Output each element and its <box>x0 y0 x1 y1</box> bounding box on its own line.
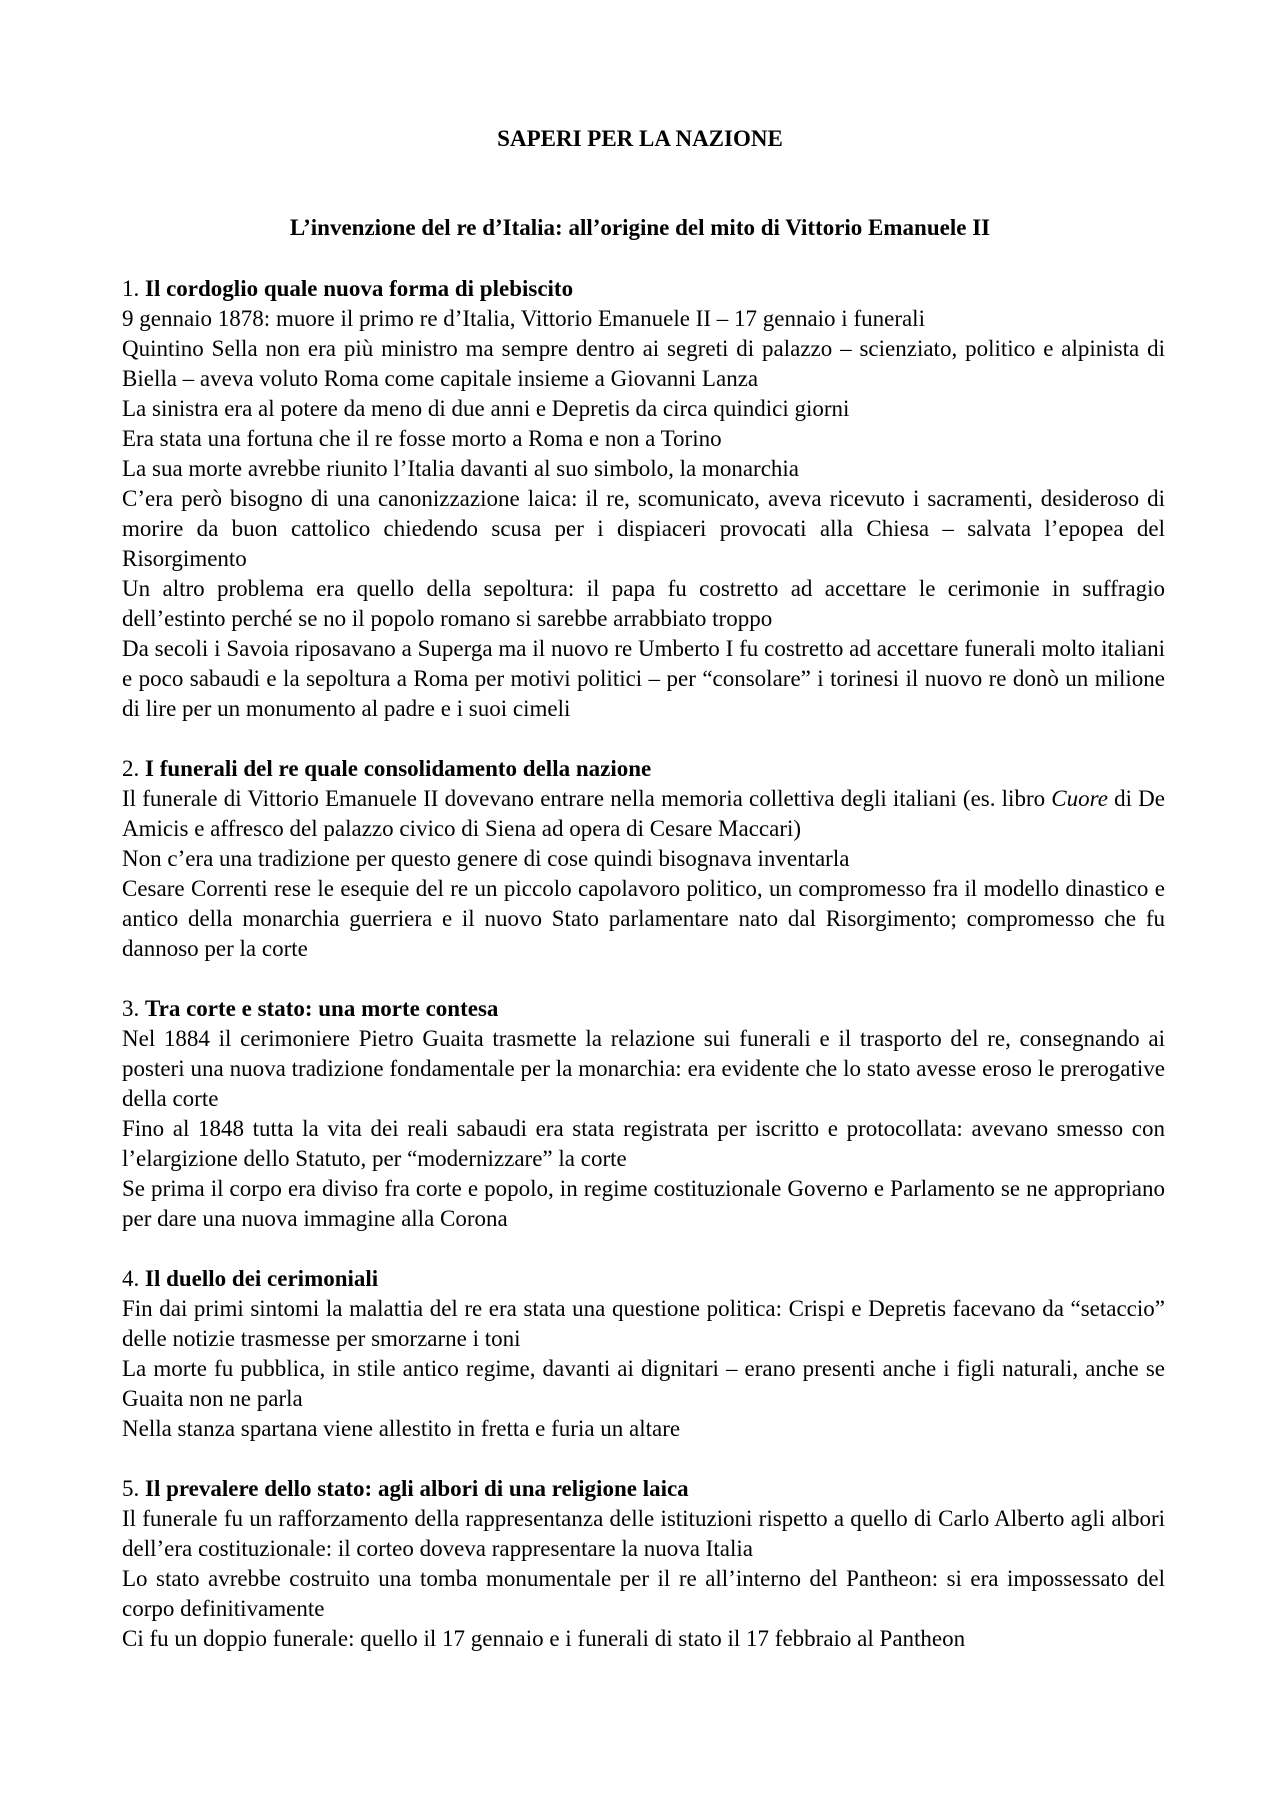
paragraph: Ci fu un doppio funerale: quello il 17 gennaio e i funerali di stato il 17 febbraio al Pantheon <box>122 1626 966 1651</box>
section-2 <box>122 754 1165 964</box>
paragraph: La sinistra era al potere da meno di due anni e Depretis da circa quindici giorni <box>122 396 850 421</box>
paragraph: Fin dai primi sintomi la malattia del re era stata una questione politica: Crispi e Depretis facevano da “setaccio” delle notizie trasmesse per smorzarne i toni <box>122 1296 1165 1351</box>
section-title: I funerali del re quale consolidamento della nazione <box>145 756 652 781</box>
paragraph: Fino al 1848 tutta la vita dei reali sabaudi era stata registrata per iscritto e protocollata: avevano smesso con l’elargizione dello Statuto, per “modernizzare” la corte <box>122 1116 1165 1171</box>
paragraph: Nella stanza spartana viene allestito in fretta e furia un altare <box>122 1416 681 1441</box>
section-number: 1. <box>122 276 140 301</box>
section-number: 4. <box>122 1266 140 1291</box>
document-subtitle: L’invenzione del re d’Italia: all’origine del mito di Vittorio Emanuele II <box>289 215 991 240</box>
section-heading <box>122 1264 1165 1294</box>
paragraph: Quintino Sella non era più ministro ma sempre dentro ai segreti di palazzo – scienziato, politico e alpinista di Biella – aveva voluto Roma come capitale insieme a Giovanni Lanza <box>122 336 1165 391</box>
section-5 <box>122 1474 1165 1654</box>
paragraph: La sua morte avrebbe riunito l’Italia davanti al suo simbolo, la monarchia <box>122 456 800 481</box>
document-body <box>122 274 1165 1684</box>
section-title: Il duello dei cerimoniali <box>145 1266 379 1291</box>
section-title: Il prevalere dello stato: agli albori di una religione laica <box>145 1476 689 1501</box>
section-heading <box>122 1474 1165 1504</box>
paragraph: Nel 1884 il cerimoniere Pietro Guaita trasmette la relazione sui funerali e il trasporto del re, consegnando ai posteri una nuova tradizione fondamentale per la monarchia: era evidente che lo stato avesse eroso le prerogative della corte <box>122 1026 1165 1111</box>
paragraph: Un altro problema era quello della sepoltura: il papa fu costretto ad accettare le cerimonie in suffragio dell’estinto perché se no il popolo romano si sarebbe arrabbiato troppo <box>122 576 1165 631</box>
section-heading <box>122 994 1165 1024</box>
paragraph: Il funerale fu un rafforzamento della rappresentanza delle istituzioni rispetto a quello di Carlo Alberto agli albori dell’era costituzionale: il corteo doveva rappresentare la nuova Italia <box>122 1506 1165 1561</box>
section-heading <box>122 274 1165 304</box>
paragraph: Non c’era una tradizione per questo genere di cose quindi bisognava inventarla <box>122 846 850 871</box>
section-3 <box>122 994 1165 1234</box>
paragraph <box>122 784 1165 844</box>
paragraph: 9 gennaio 1878: muore il primo re d’Italia, Vittorio Emanuele II – 17 gennaio i funerali <box>122 306 925 331</box>
section-number: 3. <box>122 996 140 1021</box>
section-number: 5. <box>122 1476 140 1501</box>
section-4 <box>122 1264 1165 1444</box>
paragraph-text: di De Amicis e affresco del palazzo civico di Siena ad opera di Cesare Maccari) <box>122 786 1165 841</box>
section-1 <box>122 274 1165 724</box>
section-heading <box>122 754 1165 784</box>
section-title: Il cordoglio quale nuova forma di plebiscito <box>145 276 574 301</box>
paragraph-text: Il funerale di Vittorio Emanuele II dovevano entrare nella memoria collettiva degli italiani (es. libro <box>122 786 1052 811</box>
paragraph: Da secoli i Savoia riposavano a Superga ma il nuovo re Umberto I fu costretto ad accettare funerali molto italiani e poco sabaudi e la sepoltura a Roma per motivi politici – per “consolare” i torinesi il nuovo re donò un milione di lire per un monumento al padre e i suoi cimeli <box>122 636 1165 721</box>
section-number: 2. <box>122 756 140 781</box>
document-title: SAPERI PER LA NAZIONE <box>497 126 783 151</box>
paragraph: Lo stato avrebbe costruito una tomba monumentale per il re all’interno del Pantheon: si era impossessato del corpo definitivamente <box>122 1566 1165 1621</box>
paragraph: La morte fu pubblica, in stile antico regime, davanti ai dignitari – erano presenti anche i figli naturali, anche se Guaita non ne parla <box>122 1356 1165 1411</box>
section-title: Tra corte e stato: una morte contesa <box>145 996 499 1021</box>
paragraph: Era stata una fortuna che il re fosse morto a Roma e non a Torino <box>122 426 722 451</box>
book-title-cuore: Cuore <box>1051 786 1108 811</box>
paragraph: Cesare Correnti rese le esequie del re un piccolo capolavoro politico, un compromesso fra il modello dinastico e antico della monarchia guerriera e il nuovo Stato parlamentare nato dal Risorgimento; compromesso che fu dannoso per la corte <box>122 876 1165 961</box>
paragraph: C’era però bisogno di una canonizzazione laica: il re, scomunicato, aveva ricevuto i sacramenti, desideroso di morire da buon cattolico chiedendo scusa per i dispiaceri provocati alla Chiesa – salvata l’epopea del Risorgimento <box>122 486 1165 571</box>
paragraph: Se prima il corpo era diviso fra corte e popolo, in regime costituzionale Governo e Parlamento se ne appropriano per dare una nuova immagine alla Corona <box>122 1176 1165 1231</box>
